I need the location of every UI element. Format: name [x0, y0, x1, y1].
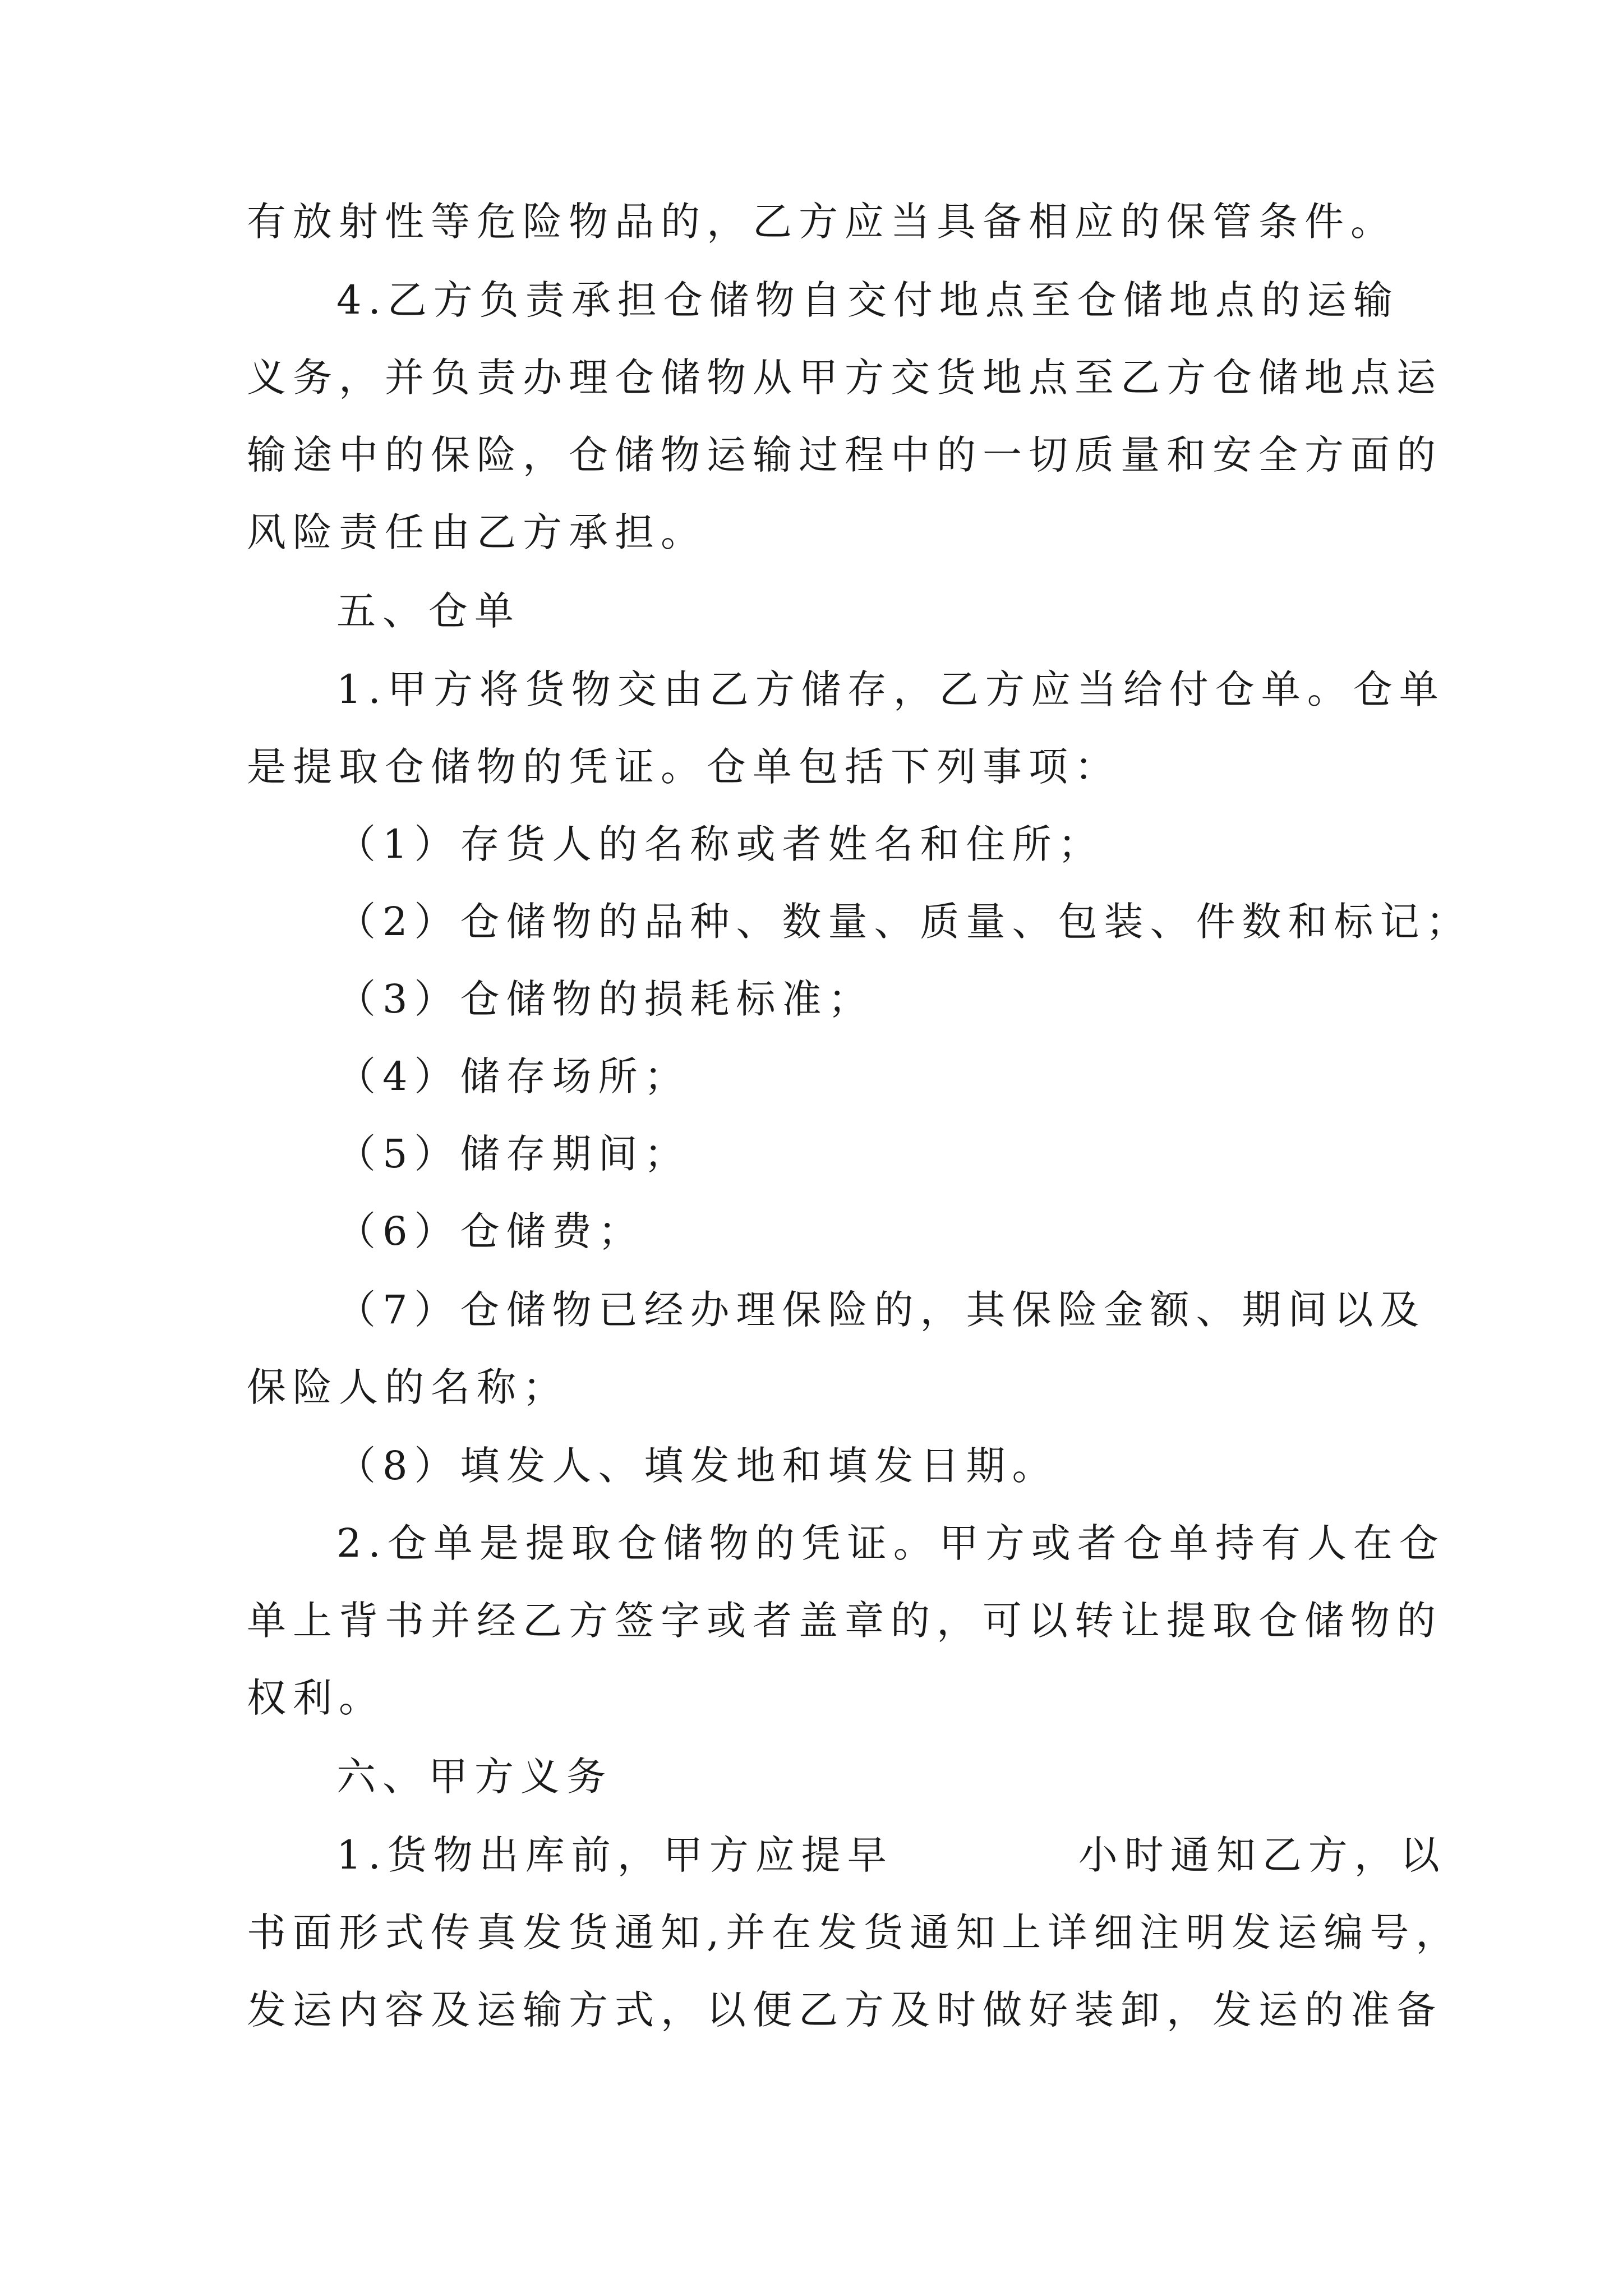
list-item: （8）填发人、填发地和填发日期。 — [336, 1443, 1058, 1489]
list-item: （1）存货人的名称或者姓名和住所； — [336, 821, 1104, 867]
list-item: （3）仓储物的损耗标准； — [336, 976, 874, 1022]
text-line: 书面形式传真发货通知,并在发货通知上详细注明发运编号， — [247, 1910, 1462, 1955]
list-item: （5）储存期间； — [336, 1131, 690, 1177]
list-item: （4）储存场所； — [336, 1053, 690, 1099]
text-line — [336, 1832, 1446, 1878]
text-line: 有放射性等危险物品的，乙方应当具备相应的保管条件。 — [247, 199, 1396, 245]
text-line: 是提取仓储物的凭证。仓单包括下列事项： — [247, 744, 1121, 790]
text-line: 1.甲方将货物交由乙方储存，乙方应当给付仓单。仓单 — [336, 666, 1445, 712]
text-line: 输途中的保险，仓储物运输过程中的一切质量和安全方面的 — [247, 432, 1442, 478]
list-item: （6）仓储费； — [336, 1208, 644, 1254]
text-line: 2.仓单是提取仓储物的凭证。甲方或者仓单持有人在仓 — [336, 1520, 1445, 1566]
text-line: 义务，并负责办理仓储物从甲方交货地点至乙方仓储地点运 — [247, 355, 1442, 401]
text-line-part: 小时通知乙方，以 — [1078, 1832, 1446, 1878]
text-line: 4.乙方负责承担仓储物自交付地点至仓储地点的运输 — [336, 277, 1399, 323]
text-line: 发运内容及运输方式，以便乙方及时做好装卸，发运的准备 — [247, 1987, 1442, 2033]
text-line: 权利。 — [247, 1675, 385, 1721]
text-line: 风险责任由乙方承担。 — [247, 509, 707, 555]
section-heading: 六、甲方义务 — [336, 1754, 612, 1800]
text-line: 保险人的名称； — [247, 1364, 569, 1410]
text-line: 单上背书并经乙方签字或者盖章的，可以转让提取仓储物的 — [247, 1598, 1442, 1644]
list-item: （2）仓储物的品种、数量、质量、包装、件数和标记； — [336, 899, 1472, 945]
text-line-part: 1.货物出库前，甲方应提早 — [336, 1832, 893, 1878]
list-item: （7）仓储物已经办理保险的，其保险金额、期间以及 — [336, 1287, 1426, 1333]
section-heading: 五、仓单 — [336, 588, 520, 634]
